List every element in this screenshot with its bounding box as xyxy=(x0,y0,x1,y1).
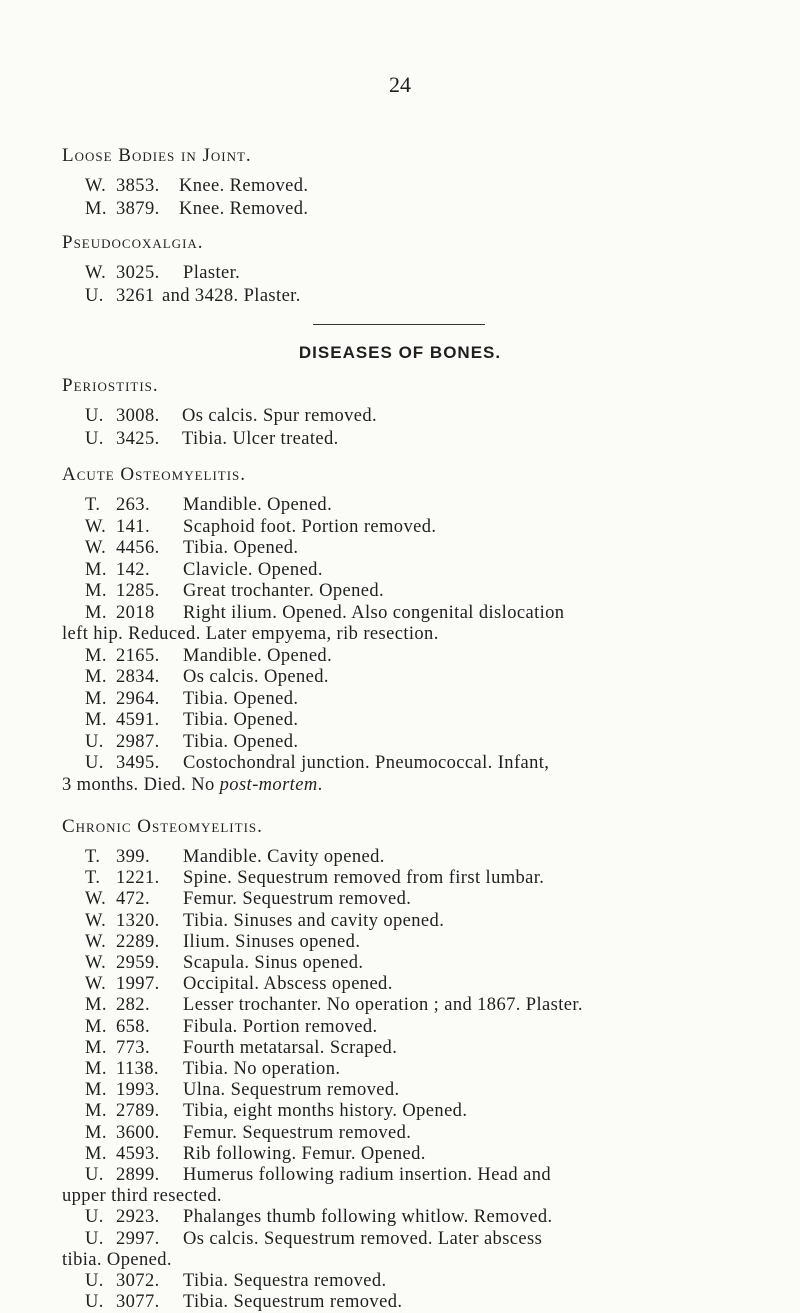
entry-text: Femur. Sequestrum removed. xyxy=(183,1122,412,1143)
entry-number: 1993. xyxy=(116,1080,160,1101)
entry-number: 3072. xyxy=(116,1271,160,1291)
entry-code: M. xyxy=(85,1080,107,1101)
entry-text: Mandible. Opened. xyxy=(183,495,333,515)
entry-number: 263. xyxy=(116,495,150,515)
entry-code: U. xyxy=(85,1165,104,1185)
list-item-continuation: 3 months. Died. No post-mortem. xyxy=(62,774,323,795)
entry-code: M. xyxy=(85,559,107,580)
list-item-continuation: tibia. Opened. xyxy=(62,1249,172,1270)
entry-text: Clavicle. Opened. xyxy=(183,559,323,580)
entry-number: 2899. xyxy=(116,1165,160,1185)
entry-text: Tibia. Sequestrum removed. xyxy=(183,1292,403,1313)
entry-code: M. xyxy=(85,1143,107,1164)
entry-number: 1285. xyxy=(116,581,160,601)
entry-code: W. xyxy=(85,953,107,973)
entry-number: 141. xyxy=(116,516,150,537)
entry-text: Tibia. Opened. xyxy=(183,688,299,709)
entry-number: 2018 xyxy=(116,602,155,623)
entry-text: Tibia, eight months history. Opened. xyxy=(183,1101,468,1122)
entry-code: W. xyxy=(85,889,107,910)
entry-text: Humerus following radium insertion. Head and xyxy=(183,1165,551,1185)
section-title: DISEASES OF BONES. xyxy=(298,343,502,362)
entry-text: Rib following. Femur. Opened. xyxy=(183,1143,426,1164)
entry-code: U. xyxy=(85,1271,104,1291)
entry-code: W. xyxy=(85,974,107,995)
entry-code: M. xyxy=(85,1122,107,1143)
entry-text: Scaphoid foot. Portion removed. xyxy=(183,516,437,537)
entry-number: 658. xyxy=(116,1016,150,1037)
list-item-continuation: left hip. Reduced. Later empyema, rib resection. xyxy=(62,624,439,644)
entry-text: Spine. Sequestrum removed from first lumbar. xyxy=(183,868,545,889)
entry-text: Tibia. Sequestra removed. xyxy=(183,1271,387,1291)
periostitis-heading: Periostitis. xyxy=(62,375,159,396)
entry-number: 2964. xyxy=(116,688,160,709)
entry-text: Os calcis. Sequestrum removed. Later abscess xyxy=(183,1228,543,1249)
entry-text: Tibia. Opened. xyxy=(183,710,299,730)
entry-code: U. xyxy=(85,1207,104,1228)
entry-code: T. xyxy=(85,868,101,889)
entry-code: U. xyxy=(85,1292,104,1313)
entry-code: U. xyxy=(85,1228,104,1249)
entry-code: U. xyxy=(85,731,104,752)
entry-number: 3077. xyxy=(116,1292,160,1313)
entry-code: W. xyxy=(85,538,107,558)
entry-text: Scapula. Sinus opened. xyxy=(183,953,364,973)
entry-code: M. xyxy=(85,1101,107,1122)
divider xyxy=(313,324,485,325)
entry-code: W. xyxy=(85,910,107,931)
entry-number: 399. xyxy=(116,847,150,867)
entry-code: M. xyxy=(85,1059,107,1079)
entry-number: 2987. xyxy=(116,731,160,752)
entry-text: Costochondral junction. Pneumococcal. Infant, xyxy=(183,753,550,773)
entry-text: Femur. Sequestrum removed. xyxy=(183,889,412,910)
entry-code: M. xyxy=(85,602,107,623)
entry-text: Occipital. Abscess opened. xyxy=(183,974,393,995)
entry-code: T. xyxy=(85,847,101,867)
entry-text: Mandible. Opened. xyxy=(183,645,333,666)
entry-number: 4591. xyxy=(116,710,160,730)
entry-text: Great trochanter. Opened. xyxy=(183,581,385,601)
pseudocoxalgia-heading: Pseudocoxalgia. xyxy=(62,232,204,253)
chronic-osteomyelitis-heading: Chronic Osteomyelitis. xyxy=(62,816,263,837)
loose-bodies-heading: Loose Bodies in Joint. xyxy=(62,145,252,166)
entry-code: M. xyxy=(85,1037,107,1058)
entry-number: 773. xyxy=(116,1037,150,1058)
entry-number: 2789. xyxy=(116,1101,160,1122)
entry-number: 282. xyxy=(116,995,150,1016)
entry-number: 142. xyxy=(116,559,150,580)
entry-number: 2289. xyxy=(116,931,160,952)
entry-code: M. xyxy=(85,688,107,709)
page-number: 24 xyxy=(389,72,411,97)
entry-number: 4456. xyxy=(116,538,160,558)
entry-text: Lesser trochanter. No operation ; and 1867. Plaster. xyxy=(183,995,583,1016)
entry-number: 2165. xyxy=(116,645,160,666)
entry-text: Tibia. No operation. xyxy=(183,1059,341,1079)
entry-number: 1221. xyxy=(116,868,160,889)
entry-code: M. xyxy=(85,995,107,1016)
entry-number: 1138. xyxy=(116,1059,159,1079)
entry-text: Phalanges thumb following whitlow. Removed. xyxy=(183,1207,553,1228)
entry-text: Os calcis. Opened. xyxy=(183,667,329,687)
entry-number: 2959. xyxy=(116,953,160,973)
entry-number: 1997. xyxy=(116,974,160,995)
entry-number: 2923. xyxy=(116,1207,160,1228)
entry-text: Tibia. Opened. xyxy=(183,731,299,752)
entry-text: Tibia. Sinuses and cavity opened. xyxy=(183,910,445,931)
entry-text: Fourth metatarsal. Scraped. xyxy=(183,1037,398,1058)
entry-code: W. xyxy=(85,931,107,952)
acute-osteomyelitis-heading: Acute Osteomyelitis. xyxy=(62,464,247,485)
entry-code: M. xyxy=(85,645,107,666)
list-item-continuation: upper third resected. xyxy=(62,1186,222,1207)
entry-number: 1320. xyxy=(116,910,160,931)
entry-number: 472. xyxy=(116,889,150,910)
entry-number: 3600. xyxy=(116,1122,160,1143)
entry-text: Right ilium. Opened. Also congenital dislocation xyxy=(183,602,565,623)
entry-code: W. xyxy=(85,516,107,537)
entry-text: Tibia. Opened. xyxy=(183,538,299,558)
entry-number: 2834. xyxy=(116,667,160,687)
entry-code: M. xyxy=(85,1016,107,1037)
entry-code: M. xyxy=(85,581,107,601)
entry-code: T. xyxy=(85,495,101,515)
entry-text: Fibula. Portion removed. xyxy=(183,1016,378,1037)
entry-number: 2997. xyxy=(116,1228,160,1249)
entry-code: U. xyxy=(85,753,104,773)
entry-text: Ulna. Sequestrum removed. xyxy=(183,1080,400,1101)
entry-text: Ilium. Sinuses opened. xyxy=(183,931,361,952)
entry-text: Mandible. Cavity opened. xyxy=(183,847,385,867)
entry-code: M. xyxy=(85,710,107,730)
entry-number: 3495. xyxy=(116,753,160,773)
entry-code: M. xyxy=(85,667,107,687)
entry-number: 4593. xyxy=(116,1143,160,1164)
